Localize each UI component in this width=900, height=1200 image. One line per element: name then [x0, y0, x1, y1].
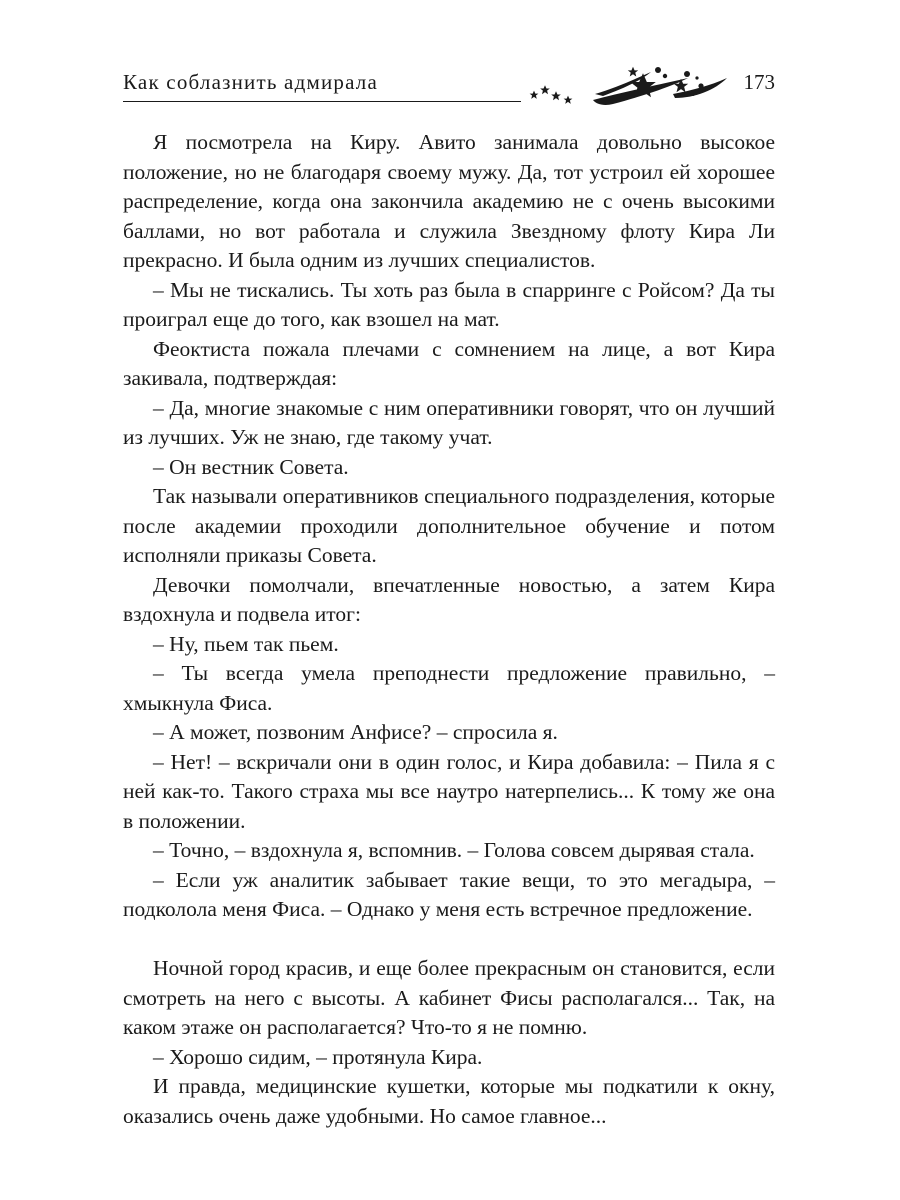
paragraph: – Он вестник Совета.: [153, 454, 349, 479]
paragraph: – Ну, пьем так пьем.: [153, 631, 339, 656]
running-header: [123, 64, 775, 112]
paragraph: – Точно, – вздохнула я, вспомнив. – Голова совсем дырявая стала.: [153, 838, 755, 862]
section-break: [123, 925, 775, 955]
paragraph: Девочки помолчали, впечатленные новостью, а затем Кира вздохнула и подвела итог:: [123, 572, 775, 626]
paragraph: Феоктиста пожала плечами с сомнением на лице, а вот Кира закивала, подтверждая:: [123, 336, 775, 390]
paragraph: И правда, медицинские кушетки, которые мы подкатили к окну, оказались очень даже удобными. Но самое главное...: [123, 1074, 775, 1128]
paragraph: – Мы не тискались. Ты хоть раз была в спарринге с Ройсом? Да ты проиграл еще до того, как взошел на мат.: [123, 277, 775, 331]
paragraph: – Нет! – вскричали они в один голос, и Кира добавила: – Пила я с ней как-то. Такого страха мы все наутро натерпелись... К тому же она в положении.: [123, 749, 775, 833]
header-rule: [123, 101, 521, 102]
paragraph: – Да, многие знакомые с ним оперативники говорят, что он лучший из лучших. Уж не знаю, где такому учат.: [123, 395, 775, 449]
page-number: 173: [743, 70, 775, 94]
paragraph: Так называли оперативников специального подразделения, которые после академии проходили дополнительное обучение и потом исполняли приказы Совета.: [123, 484, 775, 567]
stars-swoosh-icon: [523, 64, 733, 112]
paragraph: – Ты всегда умела преподнести предложение правильно, – хмыкнула Фиса.: [123, 661, 775, 715]
body-text: [123, 128, 775, 1131]
paragraph: Ночной город красив, и еще более прекрасным он становится, если смотреть на него с высоты. А кабинет Фисы располагался... Так, на каком этаже он располагается? Что-то я не помню.: [123, 956, 775, 1039]
paragraph: – Хорошо сидим, – протянула Кира.: [153, 1044, 483, 1069]
paragraph: Я посмотрела на Киру. Авито занимала довольно высокое положение, но не благодаря своему мужу. Да, тот устроил ей хорошее распределение, когда она закончила академию не с очень высокими баллами, но вот работала и служила Звездному флоту Кира Ли прекрасно. И была одним из лучших специалистов.: [123, 130, 775, 272]
paragraph: – Если уж аналитик забывает такие вещи, то это мегадыра, – подколола меня Фиса. – Однако у меня есть встречное предложение.: [123, 867, 775, 921]
book-title: Как соблазнить адмирала: [123, 70, 379, 94]
paragraph: – А может, позвоним Анфисе? – спросила я.: [153, 720, 558, 744]
